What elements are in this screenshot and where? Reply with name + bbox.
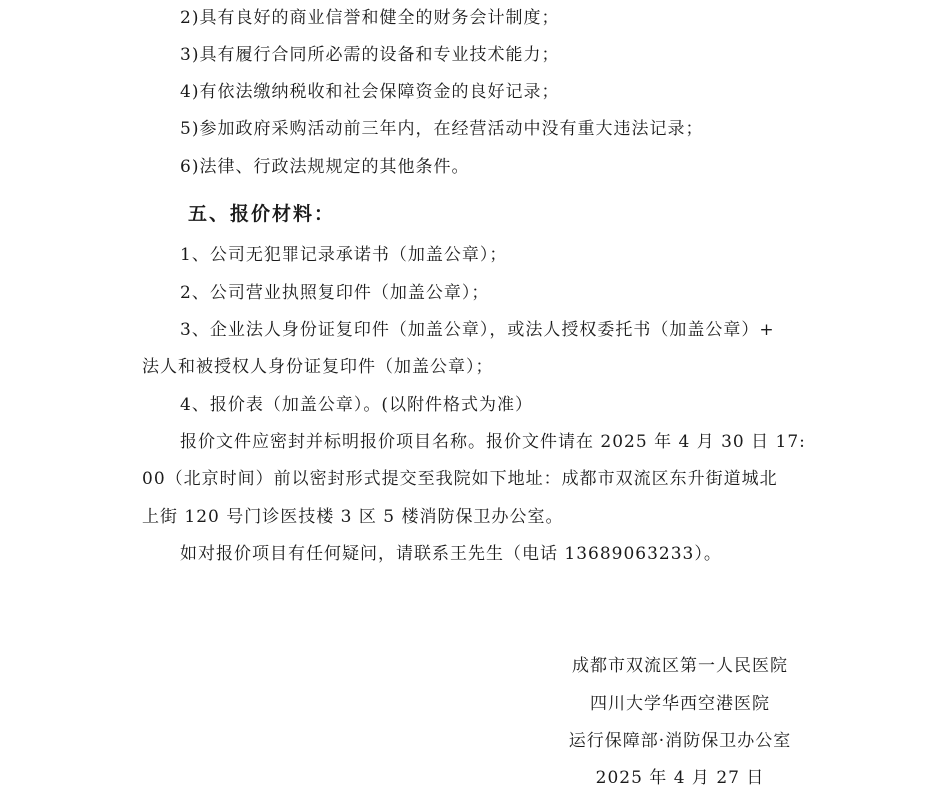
section-heading: 五、报价材料：: [188, 203, 336, 225]
submission-paragraph-line-2: 00（北京时间）前以密封形式提交至我院如下地址：成都市双流区东升街道城北: [142, 469, 778, 489]
material-item-1: 1、公司无犯罪记录承诺书（加盖公章）；: [180, 245, 508, 265]
submission-paragraph-line-1: 报价文件应密封并标明报价项目名称。报价文件请在 2025 年 4 月 30 日 17:: [180, 432, 806, 452]
qualification-item-2: 2)具有良好的商业信誉和健全的财务会计制度；: [180, 8, 560, 28]
signature-date: 2025 年 4 月 27 日: [595, 768, 765, 788]
qualification-item-6: 6)法律、行政法规规定的其他条件。: [180, 157, 470, 177]
material-item-4: 4、报价表（加盖公章）。(以附件格式为准）: [180, 395, 533, 415]
qualification-item-3: 3)具有履行合同所必需的设备和专业技术能力；: [180, 45, 560, 65]
contact-paragraph: 如对报价项目有任何疑问，请联系王先生（电话 13689063233）。: [180, 544, 722, 564]
material-item-3: 3、企业法人身份证复印件（加盖公章），或法人授权委托书（加盖公章）+: [180, 320, 775, 340]
submission-paragraph-line-3: 上街 120 号门诊医技楼 3 区 5 楼消防保卫办公室。: [142, 507, 564, 527]
material-item-2: 2、公司营业执照复印件（加盖公章）；: [180, 283, 490, 303]
material-item-3-continued: 法人和被授权人身份证复印件（加盖公章）；: [142, 357, 494, 377]
signature-org-2: 四川大学华西空港医院: [590, 694, 770, 714]
qualification-item-4: 4)有依法缴纳税收和社会保障资金的良好记录；: [180, 82, 560, 102]
qualification-item-5: 5)参加政府采购活动前三年内，在经营活动中没有重大违法记录；: [180, 119, 704, 139]
signature-org-1: 成都市双流区第一人民医院: [572, 656, 788, 676]
signature-department: 运行保障部·消防保卫办公室: [568, 731, 792, 751]
